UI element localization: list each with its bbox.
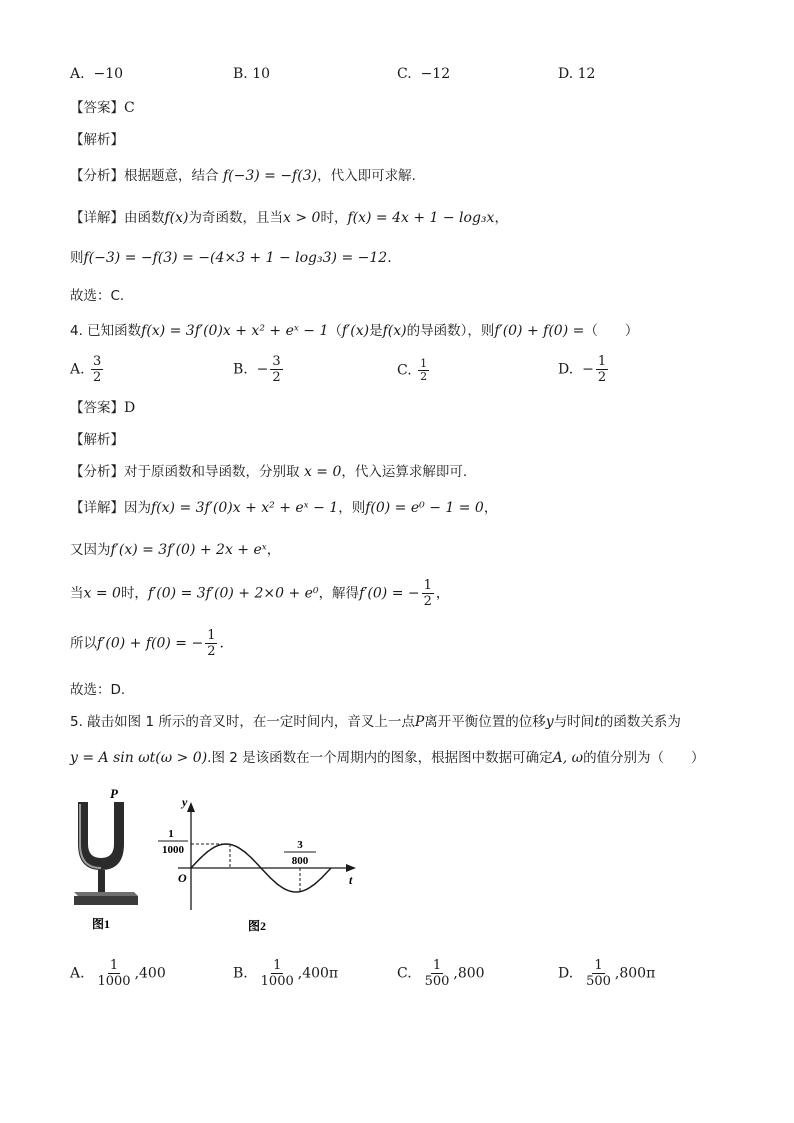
q3-option-a: A. −10 — [70, 66, 124, 82]
q5-option-d: D. $\frac{1}{500}$ ,800π — [558, 958, 656, 989]
q4-when: 当x = 0时，f′(0) = 3f′(0) + 2×0 + e⁰，解得f′(0) = − $\frac{1}{2}$ ， — [70, 578, 450, 609]
fig2-x-arrow — [346, 864, 356, 872]
q4-option-c: C. $\frac{1}{2}$ — [397, 357, 428, 383]
fig2-x-num: 3 — [297, 839, 303, 851]
q4-choose: 故选：D. — [70, 682, 126, 698]
q4-option-a: A. $\frac{3}{2}$ — [70, 354, 102, 385]
fork-stem — [98, 870, 105, 892]
fork-base — [74, 896, 138, 905]
fork-prongs — [78, 802, 124, 870]
figure-2-sine-graph — [150, 792, 370, 934]
q3-choose: 故选：C. — [70, 288, 125, 304]
q3-fenxi: 【分析】根据题意，结合 f(−3) = −f(3)，代入即可求解. — [70, 168, 416, 184]
q4-again: 又因为f′(x) = 3f′(0) + 2x + eˣ， — [70, 542, 281, 558]
fig1-label: 图1 — [92, 917, 111, 931]
q5-stem-line1: 5. 敲击如图 1 所示的音叉时，在一定时间内，音叉上一点P离开平衡位置的位移y与时间t的函数关系为 — [70, 714, 681, 730]
q4-answer: 【答案】D — [70, 400, 136, 416]
fig2-label: 图2 — [248, 919, 267, 933]
q4-stem: 4. 已知函数f(x) = 3f′(0)x + x² + eˣ − 1（f′(x)是f(x)的导函数），则f′(0) + f(0) =（ ） — [70, 323, 639, 339]
fig2-amp-den: 1000 — [162, 844, 184, 856]
fig2-amp-num: 1 — [168, 828, 174, 840]
fig2-origin-label: O — [178, 871, 187, 885]
q3-option-c: C. −12 — [397, 66, 451, 82]
fork-base-top — [74, 892, 138, 896]
fig1-point-label: P — [110, 786, 118, 801]
q4-fenxi: 【分析】对于原函数和导函数，分别取 x = 0，代入运算求解即可. — [70, 464, 468, 480]
q3-analysis-heading: 【解析】 — [70, 132, 124, 148]
q5-option-c: C. $\frac{1}{500}$ ,800 — [397, 958, 485, 989]
q4-analysis-heading: 【解析】 — [70, 432, 124, 448]
q5-option-a: A. $\frac{1}{1000}$ ,400 — [70, 958, 166, 989]
q4-option-d: D. − $\frac{1}{2}$ — [558, 354, 607, 385]
q4-option-b: B. − $\frac{3}{2}$ — [233, 354, 281, 385]
q4-so: 所以f′(0) + f(0) = − $\frac{1}{2}$ . — [70, 628, 224, 659]
fig2-x-den: 800 — [291, 855, 309, 867]
q4-detail: 【详解】因为f(x) = 3f′(0)x + x² + eˣ − 1，则f(0) = e⁰ − 1 = 0， — [70, 500, 498, 516]
fig2-y-arrow — [187, 802, 195, 812]
figure-1-tuning-fork — [66, 784, 146, 934]
q3-detail: 【详解】由函数f(x)为奇函数，且当x > 0时，f(x) = 4x + 1 − log₃x， — [70, 210, 508, 226]
q3-option-b: B. 10 — [233, 66, 271, 82]
q3-answer: 【答案】C — [70, 100, 135, 116]
fig2-t-label: t — [349, 873, 353, 887]
fig2-y-label: y — [182, 795, 188, 809]
q5-option-b: B. $\frac{1}{1000}$ ,400π — [233, 958, 339, 989]
q3-then: 则f(−3) = −f(3) = −(4×3 + 1 − log₃3) = −12. — [70, 250, 392, 266]
q5-stem-line2: y = A sin ωt(ω > 0).图 2 是该函数在一个周期内的图象，根据图中数据可确定A, ω的值分别为（ ） — [70, 750, 705, 766]
q3-option-d: D. 12 — [558, 66, 596, 82]
